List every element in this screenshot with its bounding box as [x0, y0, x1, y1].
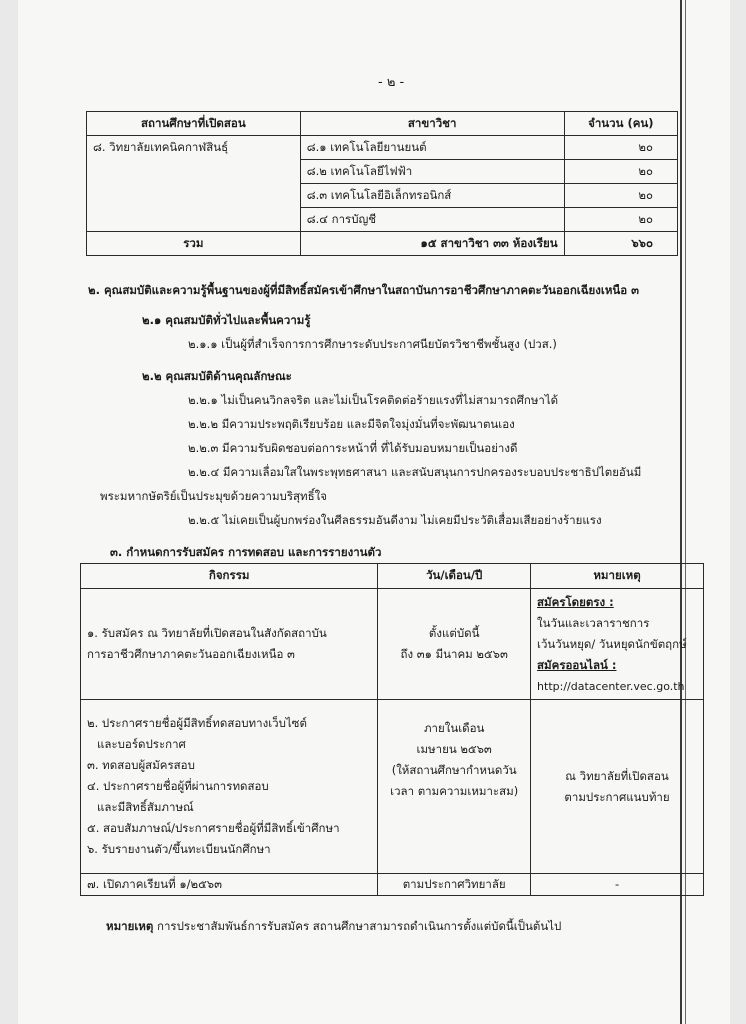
table-row [81, 700, 704, 874]
activity-line: ๖. รับรายงานตัว/ขึ้นทะเบียนนักศึกษา [87, 842, 271, 856]
section2-heading: ๒. คุณสมบัติและความรู้พื้นฐานของผู้ที่มีสิทธิ์สมัครเข้าศึกษาในสถาบันการอาชีวศึกษาภาคตะวันออกเฉียงเหนือ ๓ [88, 283, 640, 297]
section2-sub1-item: ๒.๑.๑ เป็นผู้ที่สำเร็จการการศึกษาระดับประกาศนียบัตรวิชาชีพชั้นสูง (ปวส.) [188, 337, 557, 351]
date-cell: ตามประกาศวิทยาลัย [378, 874, 531, 896]
note-cell [531, 700, 704, 874]
major-cell: ๘.๒ เทคโนโลยีไฟฟ้า [300, 160, 564, 184]
date-line: (ให้สถานศึกษากำหนดวัน [391, 763, 517, 777]
date-line: ตั้งแต่บัดนี้ [428, 626, 480, 640]
section2-sub2-item: ๒.๒.๓ มีความรับผิดชอบต่อการะหน้าที่ ที่ได้รับมอบหมายเป็นอย่างดี [188, 441, 518, 455]
total-label: รวม [87, 232, 301, 256]
section2-sub2-item-continuation: พระมหากษัตริย์เป็นประมุขด้วยความบริสุทธิ์ใจ [100, 489, 327, 503]
note-url: http://datacenter.vec.go.th [537, 679, 685, 693]
table-header-cell: สาขาวิชา [300, 112, 564, 136]
institution-cell: ๘. วิทยาลัยเทคนิคกาฬสินธุ์ [87, 136, 301, 232]
activity-line: และบอร์ดประกาศ [97, 737, 186, 751]
table-header-cell: จำนวน (คน) [564, 112, 677, 136]
section3-heading: ๓. กำหนดการรับสมัคร การทดสอบ และการรายงานตัว [110, 545, 382, 559]
activity-line: ๑. รับสมัคร ณ วิทยาลัยที่เปิดสอนในสังกัดสถาบัน [87, 626, 327, 640]
date-line: ถึง ๓๑ มีนาคม ๒๕๖๓ [400, 647, 508, 661]
note-line: เว้นวันหยุด/ วันหยุดนักขัตฤกษ์ [537, 636, 687, 651]
total-count: ๖๖๐ [564, 232, 677, 256]
activity-cell [81, 700, 378, 874]
section2-sub2-item: ๒.๒.๔ มีความเลื่อมใสในพระพุทธศาสนา และสนับสนุนการปกครองระบอบประชาธิปไตยอันมี [188, 465, 642, 479]
table-row [87, 136, 678, 160]
count-cell: ๒๐ [564, 208, 677, 232]
total-major: ๑๕ สาขาวิชา ๓๓ ห้องเรียน [300, 232, 564, 256]
footer-note-label: หมายเหตุ [106, 919, 154, 933]
section2-sub2-item: ๒.๒.๑ ไม่เป็นคนวิกลจริต และไม่เป็นโรคติดต่อร้ายแรงที่ไม่สามารถศึกษาได้ [188, 393, 559, 407]
note-direct-label: สมัครโดยตรง : [537, 594, 614, 609]
table-header-row [87, 112, 678, 136]
activity-line: ๕. สอบสัมภาษณ์/ประกาศรายชื่อผู้ที่มีสิทธิ์เข้าศึกษา [87, 821, 340, 835]
table-header-row [81, 564, 704, 589]
date-cell [378, 700, 531, 874]
count-cell: ๒๐ [564, 136, 677, 160]
date-cell [378, 589, 531, 700]
schedule-table [80, 563, 704, 896]
note-line: ณ วิทยาลัยที่เปิดสอน [565, 768, 669, 783]
major-cell: ๘.๑ เทคโนโลยียานยนต์ [300, 136, 564, 160]
major-cell: ๘.๓ เทคโนโลยีอิเล็กทรอนิกส์ [300, 184, 564, 208]
table-header-cell: กิจกรรม [81, 564, 378, 589]
total-row [87, 232, 678, 256]
major-cell: ๘.๔ การบัญชี [300, 208, 564, 232]
footer-note [106, 918, 561, 936]
count-cell: ๒๐ [564, 160, 677, 184]
note-cell: - [531, 874, 704, 896]
date-line: เมษายน ๒๕๖๓ [416, 742, 492, 756]
activity-line: ๒. ประกาศรายชื่อผู้มีสิทธิ์ทดสอบทางเว็บไซต์ [87, 716, 307, 730]
majors-table [86, 111, 678, 256]
note-line: ในวันและเวลาราชการ [537, 615, 650, 630]
table-header-cell: วัน/เดือน/ปี [378, 564, 531, 589]
footer-note-text: การประชาสัมพันธ์การรับสมัคร สถานศึกษาสามารถดำเนินการตั้งแต่บัดนี้เป็นต้นไป [157, 919, 562, 933]
note-cell [531, 589, 704, 700]
table-header-cell: สถานศึกษาที่เปิดสอน [87, 112, 301, 136]
activity-line: ๔. ประกาศรายชื่อผู้ที่ผ่านการทดสอบ [87, 779, 269, 793]
page-number: - ๒ - [378, 75, 405, 90]
table-row [81, 589, 704, 700]
section2-sub2-heading: ๒.๒ คุณสมบัติด้านคุณลักษณะ [142, 369, 292, 383]
activity-line: การอาชีวศึกษาภาคตะวันออกเฉียงเหนือ ๓ [87, 647, 295, 661]
note-line: ตามประกาศแนบท้าย [564, 789, 670, 804]
count-cell: ๒๐ [564, 184, 677, 208]
activity-line: ๓. ทดสอบผู้สมัครสอบ [87, 758, 195, 772]
table-header-cell: หมายเหตุ [531, 564, 704, 589]
document-page [18, 0, 730, 1024]
section2-sub2-item: ๒.๒.๕ ไม่เคยเป็นผู้บกพร่องในศีลธรรมอันดีงาม ไม่เคยมีประวัติเสื่อมเสียอย่างร้ายแรง [188, 513, 602, 527]
activity-line: และมีสิทธิ์สัมภาษณ์ [97, 800, 194, 814]
note-online-label: สมัครออนไลน์ : [537, 657, 617, 672]
section2-sub2-item: ๒.๒.๒ มีความประพฤติเรียบร้อย และมีจิตใจมุ่งมั่นที่จะพัฒนาตนเอง [188, 417, 515, 431]
date-line: ภายในเดือน [423, 721, 485, 735]
table-row [81, 874, 704, 896]
date-line: เวลา ตามความเหมาะสม) [390, 784, 519, 798]
activity-cell [81, 589, 378, 700]
section2-sub1-heading: ๒.๑ คุณสมบัติทั่วไปและพื้นความรู้ [142, 313, 311, 327]
activity-cell: ๗. เปิดภาคเรียนที่ ๑/๒๕๖๓ [81, 874, 378, 896]
